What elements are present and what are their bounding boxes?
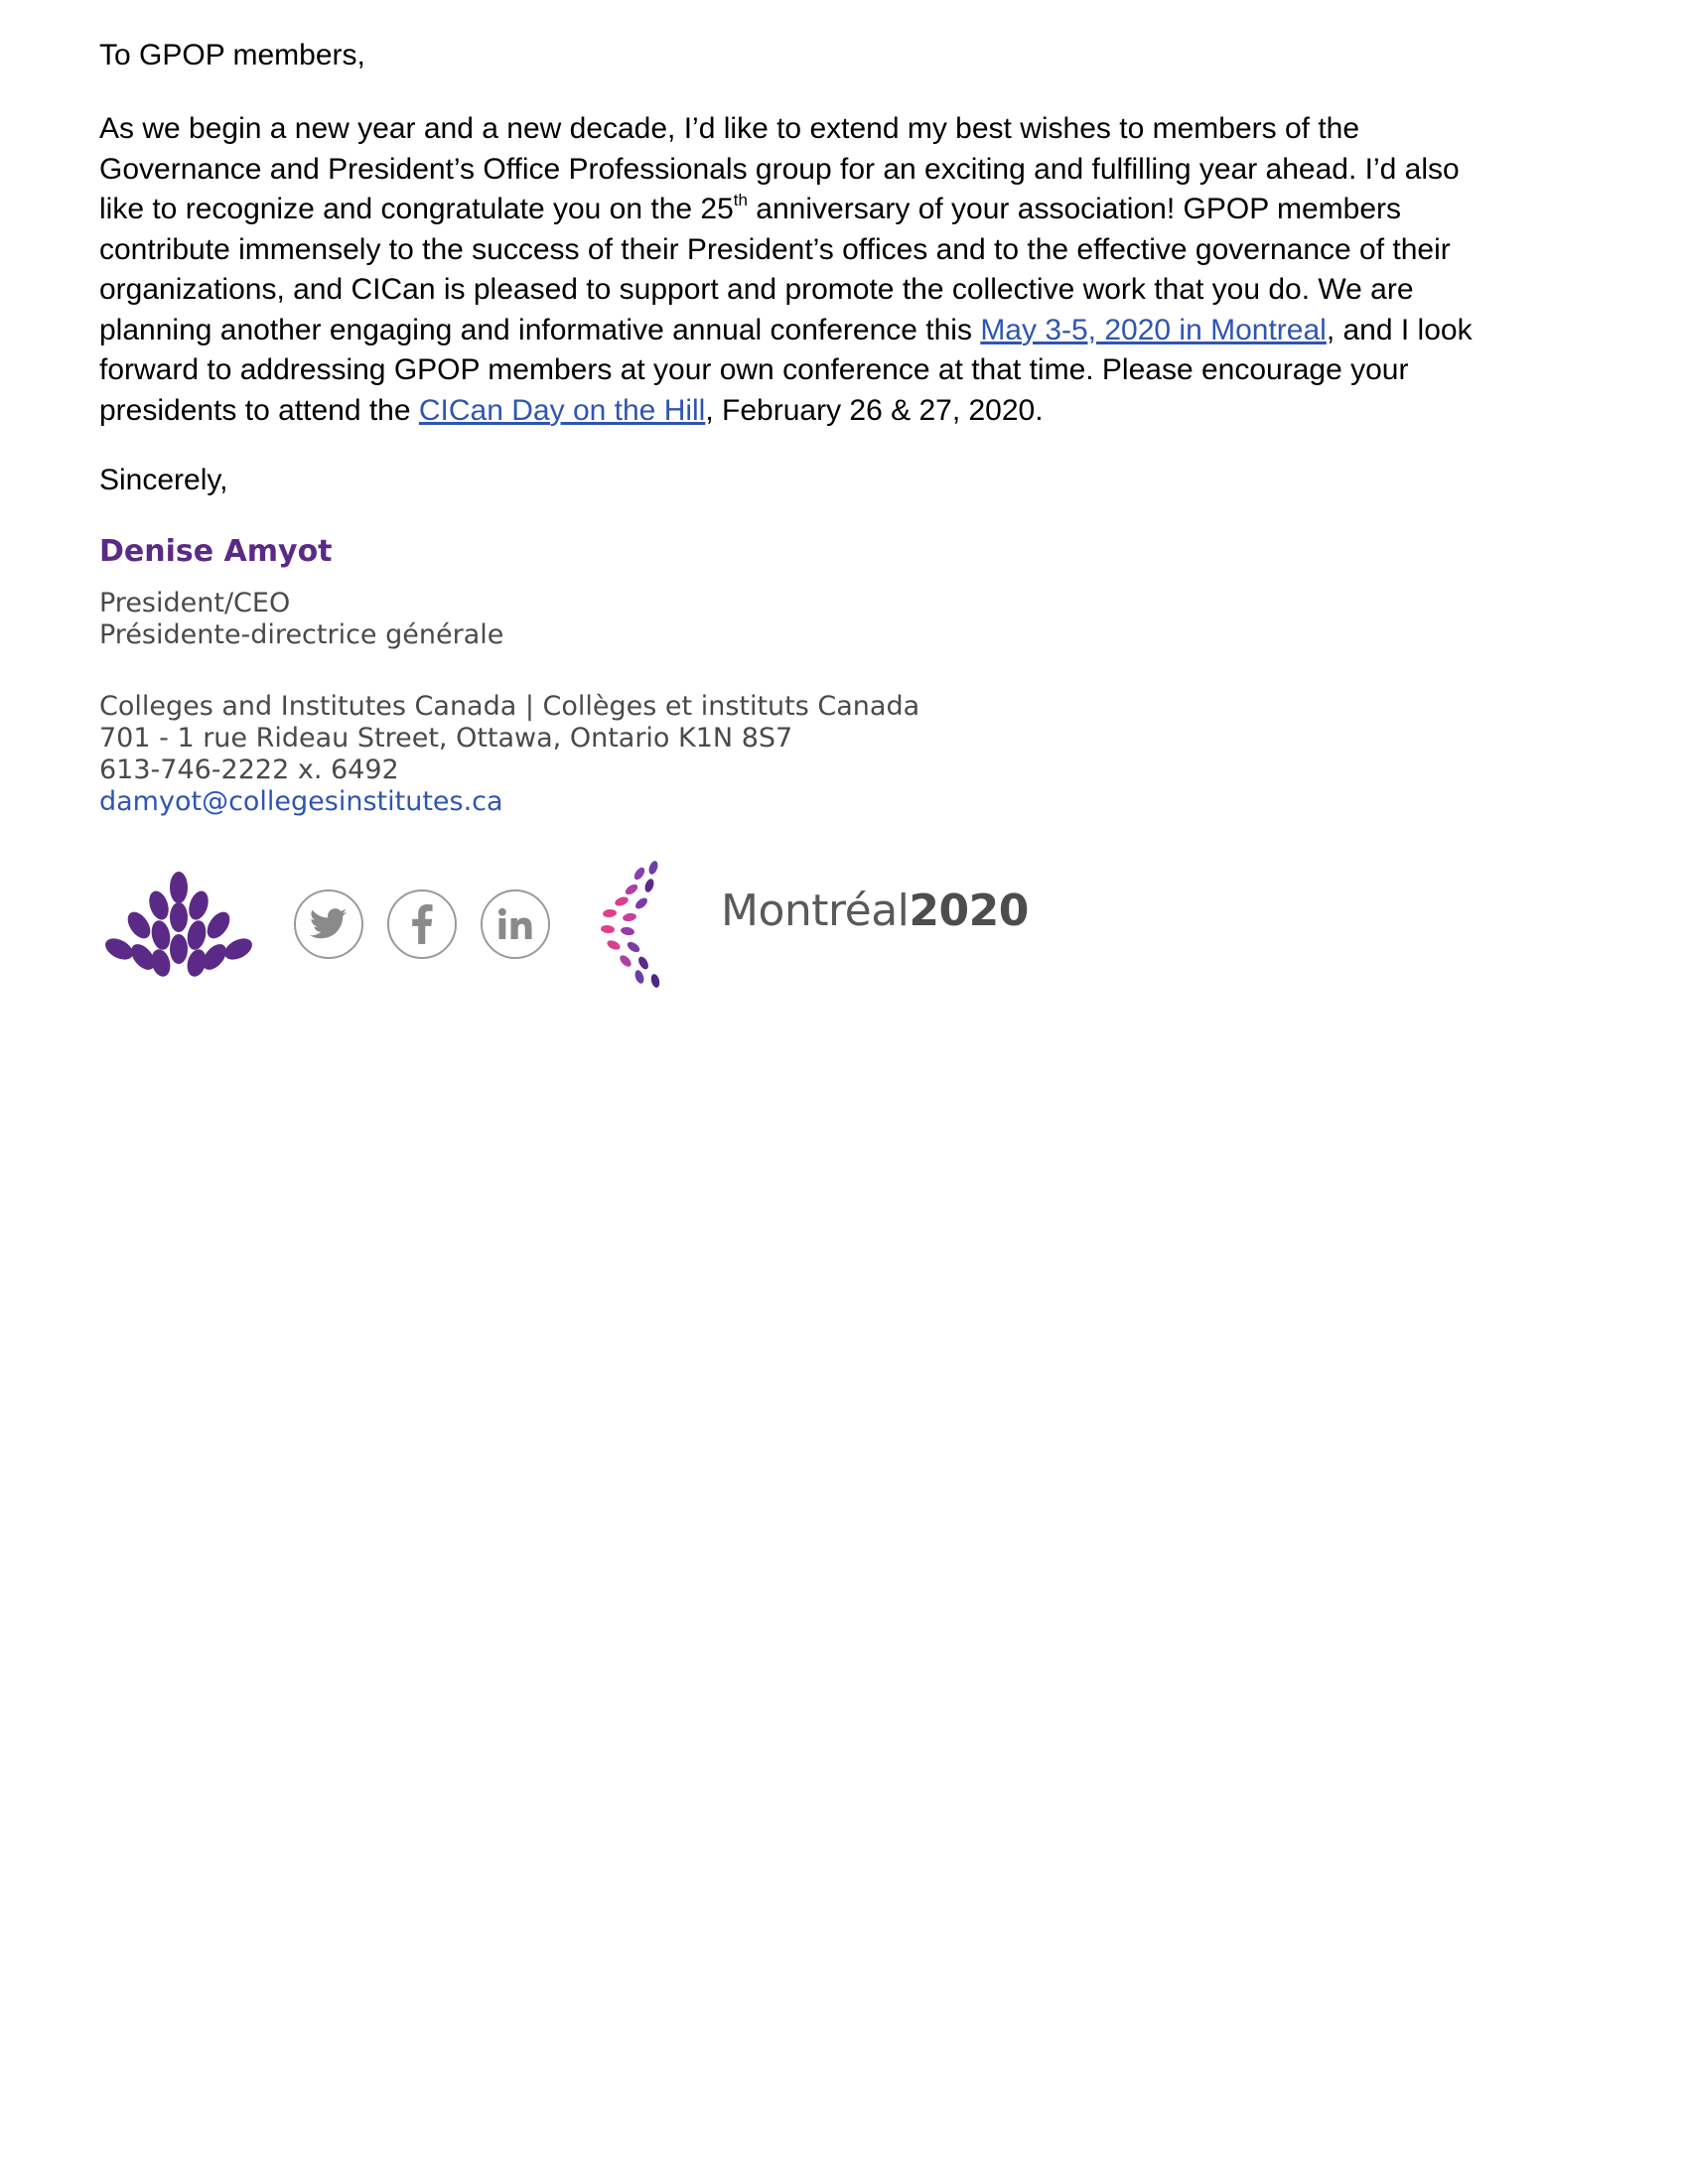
- conference-link[interactable]: May 3-5, 2020 in Montreal: [980, 313, 1327, 346]
- title-french: Présidente-directrice générale: [99, 619, 504, 650]
- logo-row: [99, 856, 1029, 1005]
- linkedin-icon[interactable]: [481, 889, 550, 959]
- letter-page: [99, 36, 1509, 818]
- signature-name: Denise Amyot: [99, 534, 333, 569]
- montreal-word: Montréal: [721, 886, 910, 936]
- year-word: 2020: [909, 886, 1029, 936]
- twitter-icon[interactable]: [294, 889, 363, 959]
- facebook-icon[interactable]: [387, 889, 457, 959]
- body-paragraph: [99, 109, 1499, 431]
- greeting: To GPOP members,: [99, 39, 365, 71]
- body-text-1: As we begin a new year and a new decade, I’d like to extend my best wishes to members of the Governance and President’s Office Professionals group for an exciting and fulfilling year ahead. I’d also like to recognize and congratulate you on the 25: [99, 112, 1460, 225]
- montreal-2020-wordmark: [721, 886, 1029, 936]
- signature-titles: [99, 588, 1509, 651]
- lotus-flower-icon: [99, 866, 258, 990]
- signature-contact: [99, 691, 1509, 818]
- closing: Sincerely,: [99, 464, 228, 496]
- phone: 613-746-2222 x. 6492: [99, 754, 399, 785]
- montreal-2020-logo: [592, 856, 1029, 995]
- address: 701 - 1 rue Rideau Street, Ottawa, Ontario K1N 8S7: [99, 723, 793, 753]
- body-text-3: , and I look forward to addressing GPOP members at your own conference at that time. Please encourage your presidents to attend the: [99, 313, 1473, 427]
- body-text-4: , February 26 & 27, 2020.: [705, 393, 1044, 427]
- body-text-2: anniversary of your association! GPOP members contribute immensely to the success of their President’s offices and to the effective governance of their organizations, and CICan is pleased to support and promote the collective work that you do. We are planning another engaging and informative annual conference this: [99, 193, 1451, 346]
- organization: Colleges and Institutes Canada | Collèges et instituts Canada: [99, 691, 920, 722]
- day-on-the-hill-link[interactable]: CICan Day on the Hill: [418, 393, 706, 427]
- title-english: President/CEO: [99, 588, 291, 618]
- ordinal-suffix: th: [733, 191, 748, 209]
- email-link[interactable]: damyot@collegesinstitutes.ca: [99, 786, 503, 817]
